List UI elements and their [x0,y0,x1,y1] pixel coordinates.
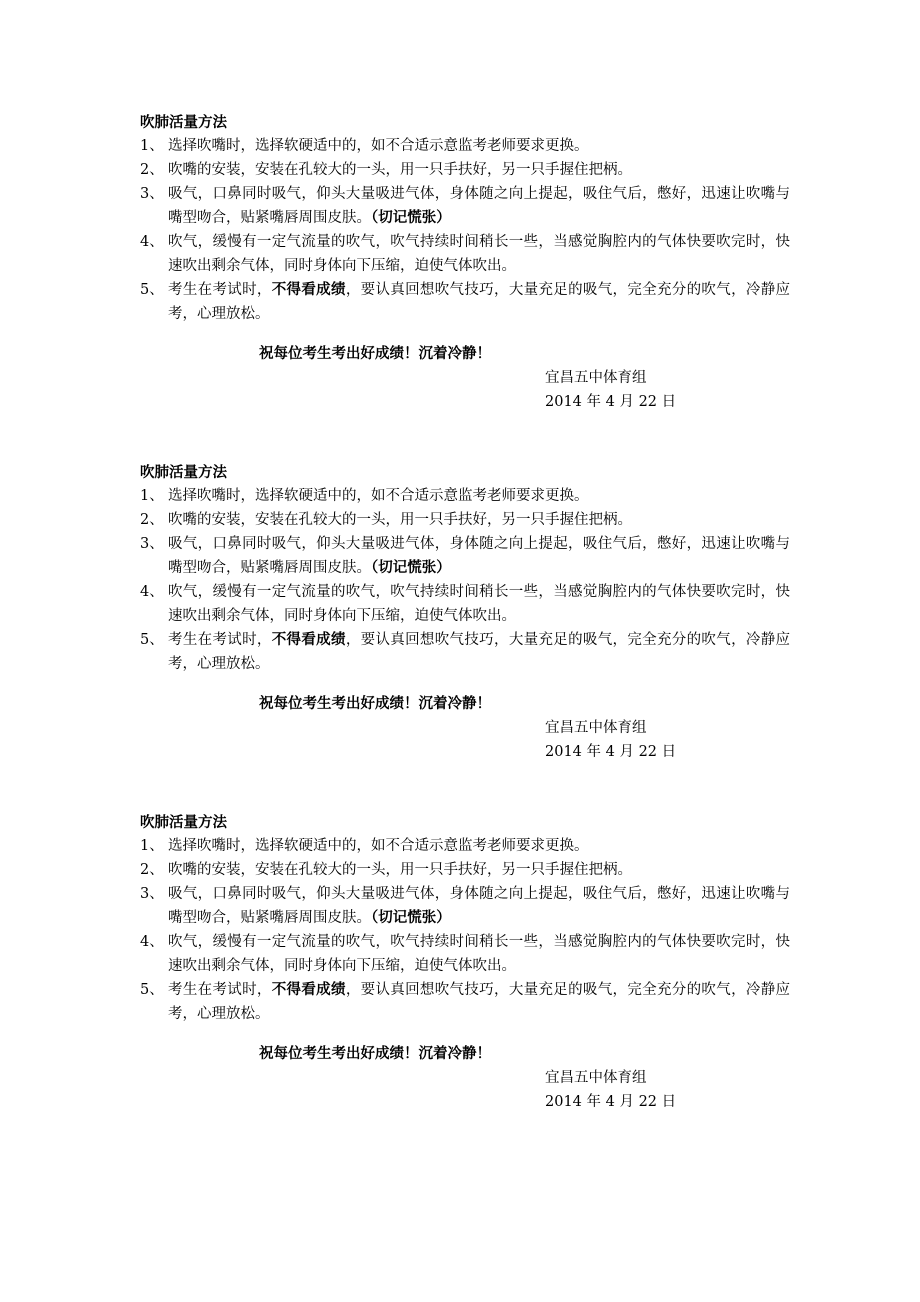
list-item-3 [140,532,790,580]
item-text: 选择吹嘴时，选择软硬适中的，如不合适示意监考老师要求更换。 [168,138,589,154]
slogan: 祝每位考生考出好成绩！沉着冷静！ [259,695,491,712]
list-item-2 [140,508,790,532]
item-number: 5、 [140,982,164,998]
section-title: 吹肺活量方法 [140,814,227,831]
item-text-after: ，要认真回想吹气技巧，大量充足的吸气，完全充分的吹气，冷静应考，心理放松。 [168,282,791,322]
signature-org: 宜昌五中体育组 [545,1070,647,1086]
item-number: 2、 [140,862,164,878]
signature-date: 2014 年 4 月 22 日 [545,1094,677,1110]
list-item-4 [140,580,790,628]
item-number: 3、 [140,886,164,902]
item-number: 2、 [140,512,164,528]
notice-section-1 [140,112,791,410]
signature-org: 宜昌五中体育组 [545,720,647,736]
item-emphasis: 不得看成绩 [271,631,346,648]
item-text: 吹嘴的安装，安装在孔较大的一头，用一只手扶好，另一只手握住把柄。 [168,162,632,178]
list-item-5 [140,628,790,676]
item-text: 吸气，口鼻同时吸气，仰头大量吸进气体，身体随之向上提起，吸住气后，憋好，迅速让吹嘴与嘴型吻合，贴紧嘴唇周围皮肤。 [168,886,790,926]
item-number: 4、 [140,234,164,250]
slogan: 祝每位考生考出好成绩！沉着冷静！ [259,345,491,362]
notice-section-2 [140,462,791,760]
notice-section-3 [140,812,791,1110]
item-number: 4、 [140,584,164,600]
item-text: 吸气，口鼻同时吸气，仰头大量吸进气体，身体随之向上提起，吸住气后，憋好，迅速让吹嘴与嘴型吻合，贴紧嘴唇周围皮肤。 [168,536,790,576]
item-text: 考生在考试时， [168,982,272,998]
item-text: 吹气，缓慢有一定气流量的吹气，吹气持续时间稍长一些，当感觉胸腔内的气体快要吹完时，快速吹出剩余气体，同时身体向下压缩，迫使气体吹出。 [168,934,790,974]
section-title: 吹肺活量方法 [140,464,227,481]
item-number: 1、 [140,138,164,154]
item-text: 选择吹嘴时，选择软硬适中的，如不合适示意监考老师要求更换。 [168,838,589,854]
item-number: 3、 [140,536,164,552]
list-item-5 [140,978,790,1026]
item-number: 2、 [140,162,164,178]
item-emphasis: 不得看成绩 [271,981,346,998]
item-emphasis: （切记慌张） [371,559,451,576]
list-item-1 [140,484,790,508]
item-emphasis: （切记慌张） [371,209,451,226]
item-text: 吹嘴的安装，安装在孔较大的一头，用一只手扶好，另一只手握住把柄。 [168,862,632,878]
list-item-3 [140,882,790,930]
list-item-5 [140,278,790,326]
item-text: 吹气，缓慢有一定气流量的吹气，吹气持续时间稍长一些，当感觉胸腔内的气体快要吹完时，快速吹出剩余气体，同时身体向下压缩，迫使气体吹出。 [168,234,790,274]
item-text-after: ，要认真回想吹气技巧，大量充足的吸气，完全充分的吹气，冷静应考，心理放松。 [168,982,791,1022]
item-number: 3、 [140,186,164,202]
list-item-1 [140,834,790,858]
item-text: 吹气，缓慢有一定气流量的吹气，吹气持续时间稍长一些，当感觉胸腔内的气体快要吹完时，快速吹出剩余气体，同时身体向下压缩，迫使气体吹出。 [168,584,790,624]
list-item-2 [140,858,790,882]
item-text-after: ，要认真回想吹气技巧，大量充足的吸气，完全充分的吹气，冷静应考，心理放松。 [168,632,791,672]
slogan: 祝每位考生考出好成绩！沉着冷静！ [259,1045,491,1062]
list-item-2 [140,158,790,182]
item-number: 1、 [140,488,164,504]
item-text: 吹嘴的安装，安装在孔较大的一头，用一只手扶好，另一只手握住把柄。 [168,512,632,528]
item-text: 考生在考试时， [168,282,272,298]
list-item-4 [140,930,790,978]
item-number: 5、 [140,282,164,298]
signature-org: 宜昌五中体育组 [545,370,647,386]
list-item-1 [140,134,790,158]
signature-date: 2014 年 4 月 22 日 [545,744,677,760]
item-text: 选择吹嘴时，选择软硬适中的，如不合适示意监考老师要求更换。 [168,488,589,504]
section-title: 吹肺活量方法 [140,114,227,131]
list-item-4 [140,230,790,278]
list-item-3 [140,182,790,230]
item-number: 5、 [140,632,164,648]
item-number: 1、 [140,838,164,854]
item-emphasis: 不得看成绩 [271,281,346,298]
item-text: 考生在考试时， [168,632,272,648]
item-text: 吸气，口鼻同时吸气，仰头大量吸进气体，身体随之向上提起，吸住气后，憋好，迅速让吹嘴与嘴型吻合，贴紧嘴唇周围皮肤。 [168,186,790,226]
item-number: 4、 [140,934,164,950]
signature-date: 2014 年 4 月 22 日 [545,394,677,410]
item-emphasis: （切记慌张） [371,909,451,926]
